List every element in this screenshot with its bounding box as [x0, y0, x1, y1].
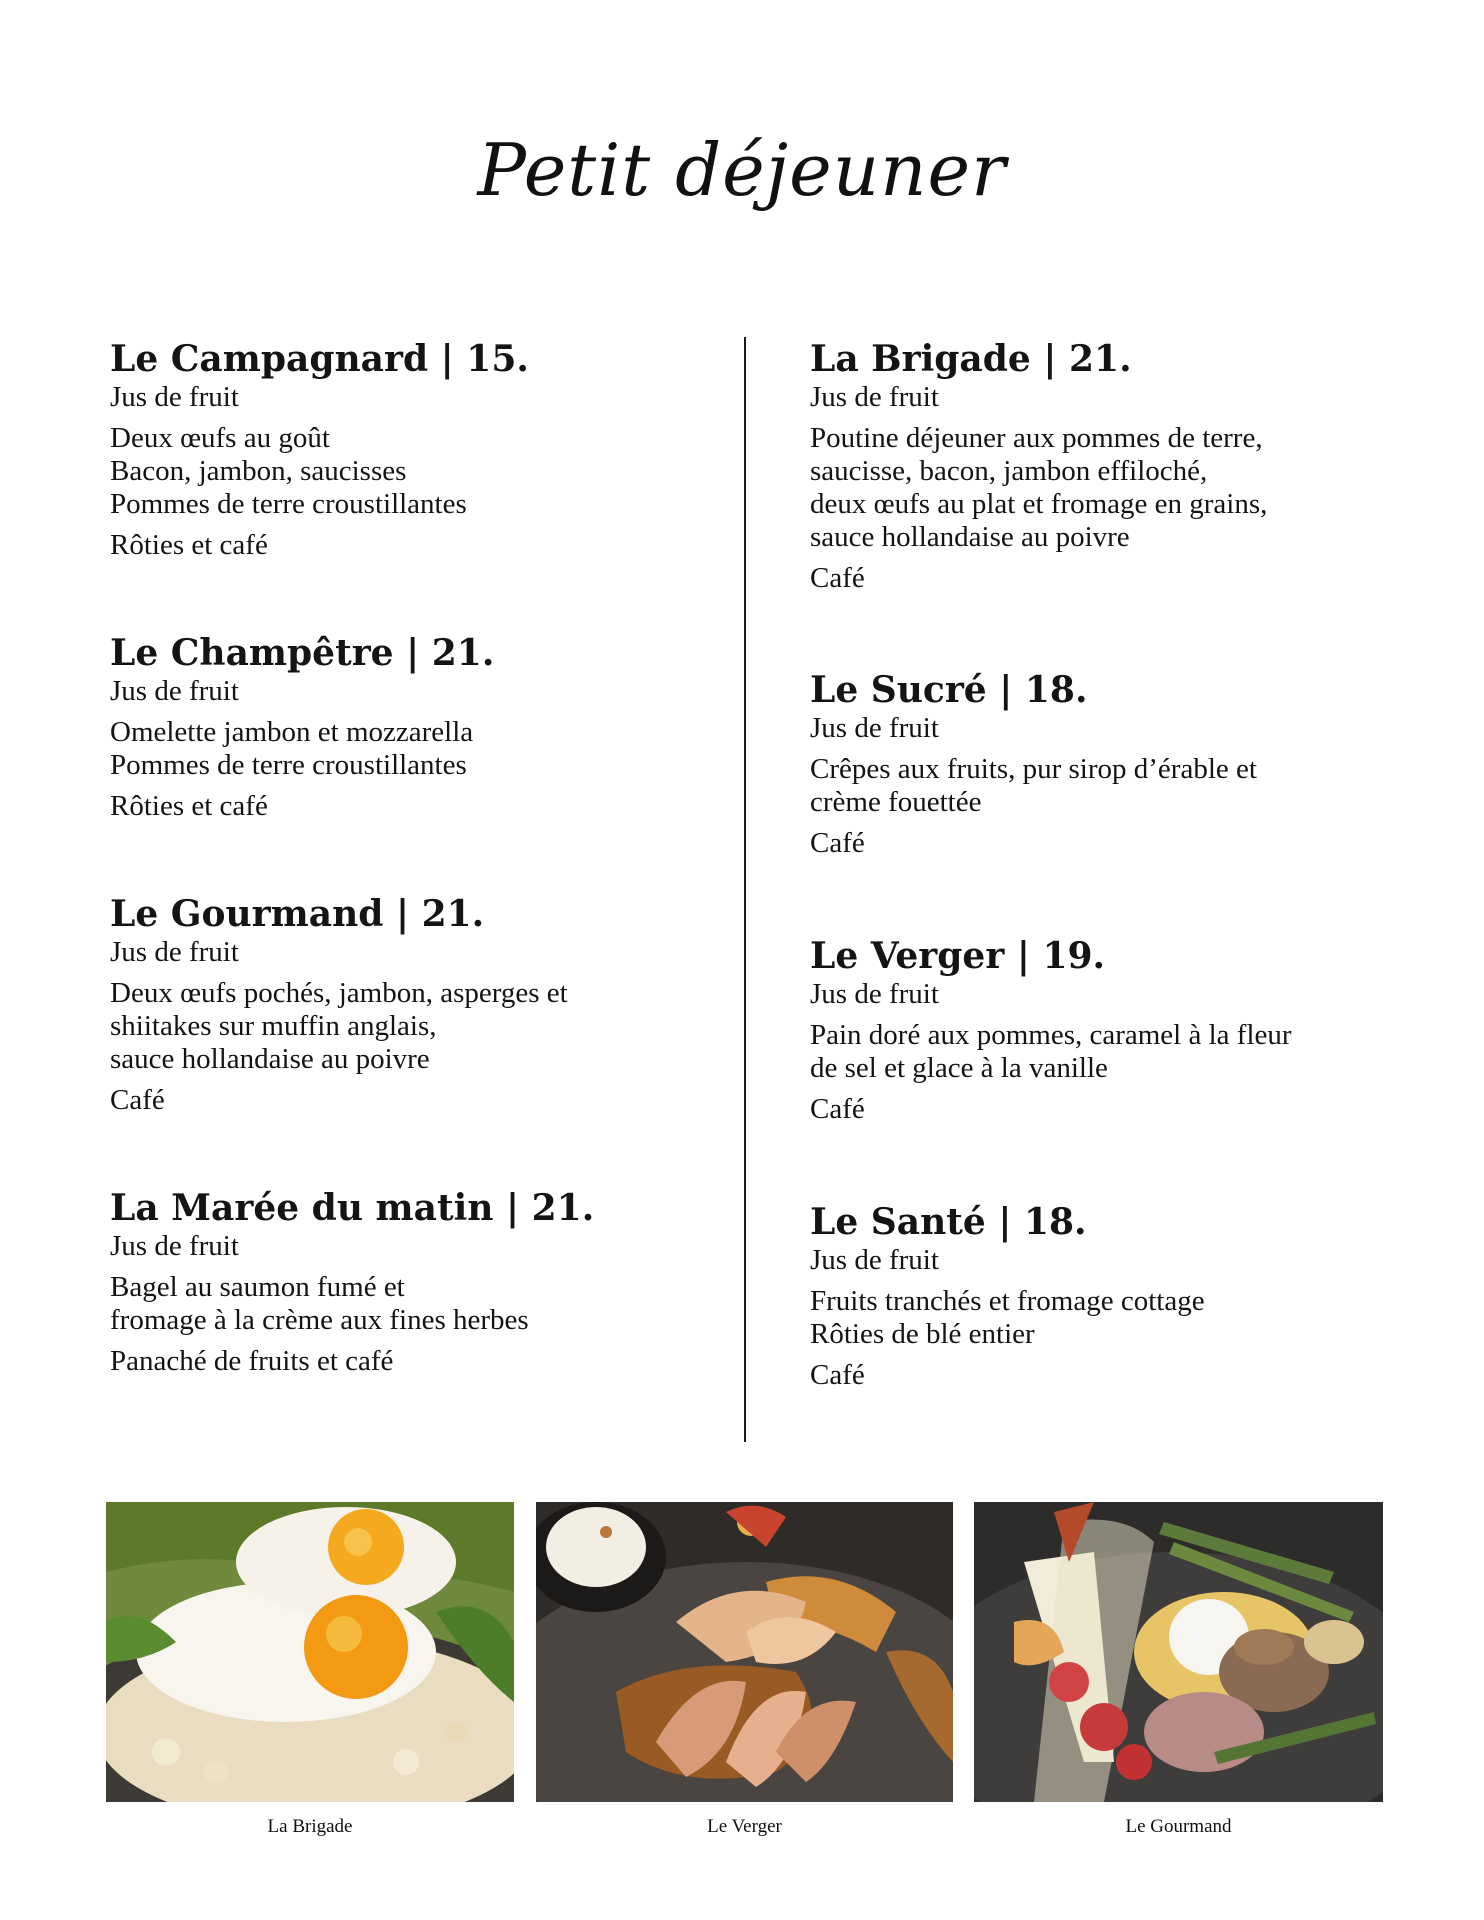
menu-item-line: Pain doré aux pommes, caramel à la fleur — [810, 1019, 1292, 1051]
menu-item-extra: Café — [110, 1084, 165, 1116]
menu-item-extra: Rôties et café — [110, 790, 268, 822]
menu-item-line: shiitakes sur muffin anglais, — [110, 1010, 437, 1042]
menu-item-juice: Jus de fruit — [110, 1230, 239, 1262]
menu-item-extra: Panaché de fruits et café — [110, 1345, 394, 1377]
menu-item-line: fromage à la crème aux fines herbes — [110, 1304, 529, 1336]
menu-item-line: de sel et glace à la vanille — [810, 1052, 1108, 1084]
menu-item-line: sauce hollandaise au poivre — [810, 521, 1130, 553]
menu-item-title: Le Sucré | 18. — [810, 669, 1088, 711]
eggs-benedict-image — [974, 1502, 1383, 1802]
menu-item-line: Deux œufs au goût — [110, 422, 330, 454]
menu-item-title: Le Santé | 18. — [810, 1201, 1087, 1243]
menu-item-le-champetre — [110, 631, 720, 823]
menu-item-line: crème fouettée — [810, 786, 982, 818]
menu-item-juice: Jus de fruit — [110, 675, 239, 707]
menu-item-description — [810, 753, 1420, 819]
eggs-poutine-image — [106, 1502, 514, 1802]
menu-item-line: saucisse, bacon, jambon effiloché, — [810, 455, 1208, 487]
french-toast-apples-image — [536, 1502, 953, 1802]
menu-item-title: Le Campagnard | 15. — [110, 338, 529, 380]
menu-item-title: Le Gourmand | 21. — [110, 893, 485, 935]
menu-item-le-verger — [810, 934, 1420, 1126]
photo-caption: Le Gourmand — [1125, 1816, 1232, 1837]
menu-item-juice: Jus de fruit — [810, 712, 939, 744]
menu-item-line: Bagel au saumon fumé et — [110, 1271, 405, 1303]
menu-item-juice: Jus de fruit — [810, 978, 939, 1010]
menu-item-juice: Jus de fruit — [810, 381, 939, 413]
menu-item-description — [110, 422, 720, 521]
menu-item-description — [110, 977, 720, 1076]
menu-item-juice: Jus de fruit — [810, 1244, 939, 1276]
menu-item-extra: Café — [810, 827, 865, 859]
menu-item-le-sucre — [810, 668, 1420, 860]
menu-item-line: Crêpes aux fruits, pur sirop d’érable et — [810, 753, 1257, 785]
menu-item-title: La Brigade | 21. — [810, 338, 1132, 380]
menu-item-line: deux œufs au plat et fromage en grains, — [810, 488, 1268, 520]
menu-item-line: Rôties de blé entier — [810, 1318, 1035, 1350]
menu-item-line: Fruits tranchés et fromage cottage — [810, 1285, 1205, 1317]
menu-item-le-campagnard — [110, 337, 720, 562]
menu-item-juice: Jus de fruit — [110, 381, 239, 413]
menu-item-title: La Marée du matin | 21. — [110, 1187, 595, 1229]
menu-item-description — [110, 716, 720, 782]
menu-item-la-brigade — [810, 337, 1420, 595]
menu-item-description — [110, 1271, 720, 1337]
menu-item-juice: Jus de fruit — [110, 936, 239, 968]
menu-item-extra: Café — [810, 562, 865, 594]
menu-item-le-sante — [810, 1200, 1420, 1392]
menu-item-line: Deux œufs pochés, jambon, asperges et — [110, 977, 568, 1009]
photo-le-verger — [536, 1502, 953, 1802]
menu-item-extra: Café — [810, 1093, 865, 1125]
menu-title: Petit déjeuner — [477, 128, 1007, 212]
column-divider — [744, 337, 746, 1442]
menu-item-la-maree-du-matin — [110, 1186, 720, 1378]
menu-item-line: Poutine déjeuner aux pommes de terre, — [810, 422, 1263, 454]
photo-caption: La Brigade — [267, 1816, 353, 1837]
photo-la-brigade — [106, 1502, 514, 1802]
menu-item-description — [810, 1019, 1420, 1085]
menu-item-line: Bacon, jambon, saucisses — [110, 455, 407, 487]
menu-item-title: Le Verger | 19. — [810, 935, 1106, 977]
menu-item-line: sauce hollandaise au poivre — [110, 1043, 430, 1075]
menu-item-extra: Café — [810, 1359, 865, 1391]
photo-caption: Le Verger — [707, 1816, 782, 1837]
menu-item-line: Pommes de terre croustillantes — [110, 488, 467, 520]
menu-item-extra: Rôties et café — [110, 529, 268, 561]
menu-item-line: Omelette jambon et mozzarella — [110, 716, 474, 748]
photo-le-gourmand — [974, 1502, 1383, 1802]
menu-item-le-gourmand — [110, 892, 720, 1117]
menu-item-title: Le Champêtre | 21. — [110, 632, 495, 674]
menu-item-line: Pommes de terre croustillantes — [110, 749, 467, 781]
menu-item-description — [810, 1285, 1420, 1351]
menu-item-description — [810, 422, 1420, 554]
